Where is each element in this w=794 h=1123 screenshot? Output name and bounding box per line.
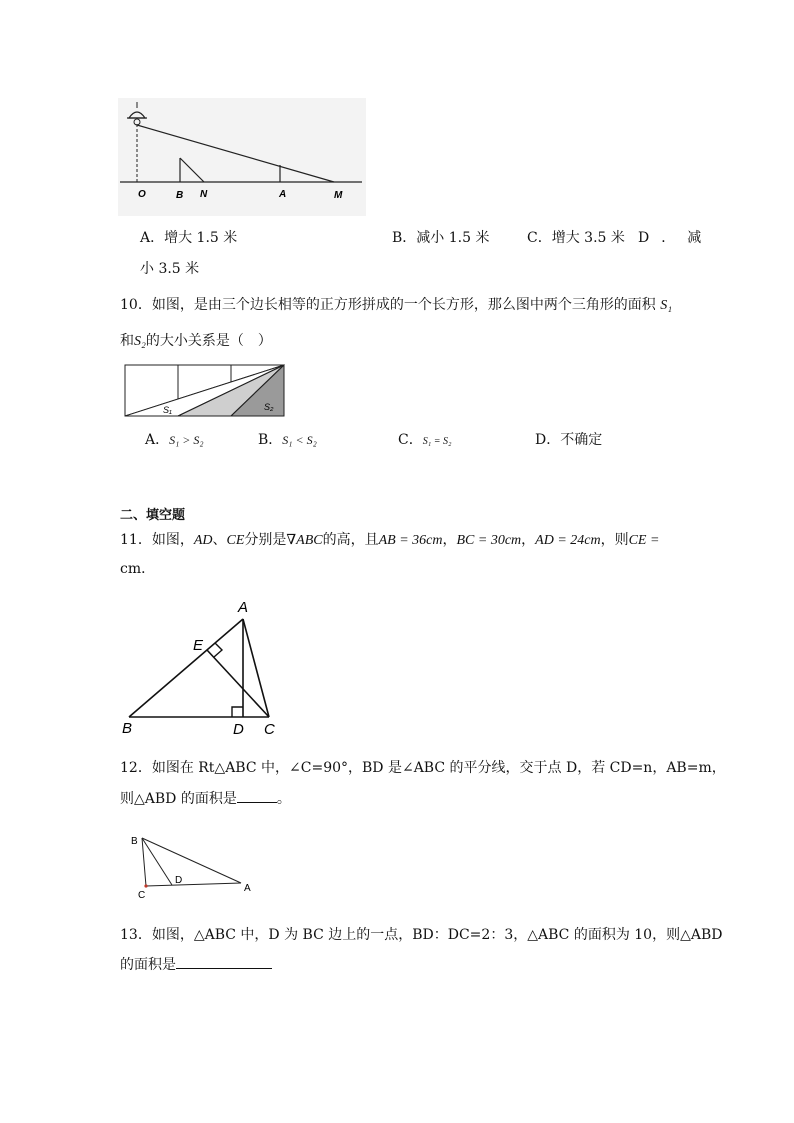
- label-c-rt: C: [138, 890, 146, 900]
- q9-option-b: B．减小 1.5 米: [392, 230, 490, 246]
- q10-option-b-label: B．: [258, 432, 283, 448]
- q12-stem-line1: 12．如图在 Rt△ABC 中，∠C=90°，BD 是∠ABC 的平分线，交于点 D，若 CD=n，AB=m，: [120, 760, 726, 776]
- q12-stem-line2: [120, 790, 291, 808]
- q13-stem-line2: [120, 956, 272, 974]
- q11-ad: AD: [193, 533, 213, 548]
- q9-option-wrap: 小 3.5 米: [140, 261, 200, 277]
- label-d-rt: D: [175, 875, 183, 886]
- squares-rectangle-figure: [124, 364, 286, 418]
- q11-then: 则: [614, 532, 629, 548]
- label-s2: S₂: [264, 402, 274, 412]
- label-o: O: [138, 189, 146, 200]
- q10-option-d: D．不确定: [535, 432, 603, 448]
- q10-option-c-math: S₁ = S₂: [422, 436, 452, 447]
- side-ab: [129, 619, 243, 717]
- label-a-tri: A: [238, 599, 249, 616]
- right-angle-d: [232, 707, 243, 717]
- q10-stem-line2: [120, 332, 272, 351]
- label-m: M: [334, 190, 343, 201]
- q12-suffix: 。: [276, 791, 291, 807]
- q9-option-c: C．增大 3.5 米: [527, 230, 625, 246]
- q11-stem-line2: cm．: [120, 561, 156, 577]
- q9-option-d-text: D．减: [638, 230, 714, 246]
- q9-option-a: A．增大 1.5 米: [140, 230, 238, 246]
- q10-option-a-math: S₁ > S₂: [169, 433, 204, 447]
- section-title: 二、填空题: [120, 508, 186, 523]
- q12-answer-blank: [237, 790, 277, 803]
- q11-stem-line1: 11．如图，AD、CE分别是∇ABC的高，且AB = 36cm，BC = 30cm，AD = 24cm，则CE =: [120, 532, 660, 548]
- q10-question: 的大小关系是（ ）: [145, 333, 272, 349]
- q11-ce: CE: [226, 533, 245, 548]
- q10-option-c-label: C．: [398, 432, 423, 448]
- q11-triangle: ∇ABC: [286, 533, 323, 548]
- q13-prefix: 的面积是: [120, 957, 176, 973]
- q11-mid: 分别是: [244, 532, 287, 548]
- q11-ab: AB = 36cm: [378, 533, 443, 548]
- q11-of-alt: 的高，且: [322, 532, 379, 548]
- label-a-rt: A: [244, 883, 251, 894]
- q10-option-b-math: S₁ < S₂: [282, 433, 317, 447]
- q10-s1-symbol: S₁: [660, 298, 673, 313]
- q11-num: 11．如图，: [120, 532, 194, 548]
- lamp-shadow-figure: [118, 98, 366, 216]
- q9-option-d: [638, 229, 713, 247]
- q11-bc: BC = 30cm: [456, 533, 522, 548]
- q10-stem-line1: [120, 296, 672, 315]
- right-triangle-bisector-figure: [126, 828, 258, 900]
- right-angle-e: [214, 643, 222, 657]
- label-b-rt: B: [131, 836, 138, 847]
- q11-ad-value: AD = 24cm: [535, 533, 601, 548]
- q11-sep: 、: [212, 532, 227, 548]
- q13-stem-line1: 13．如图，△ABC 中，D 为 BC 边上的一点，BD：DC=2：3，△ABC 的面积为 10，则△ABD: [120, 927, 723, 943]
- q11-ce-eq: CE =: [628, 533, 660, 548]
- label-n: N: [200, 189, 208, 200]
- q10-stem-text: 10．如图，是由三个边长相等的正方形拼成的一个长方形，那么图中两个三角形的面积: [120, 297, 656, 313]
- q10-option-c: [398, 431, 451, 451]
- q10-and: 和: [120, 333, 134, 349]
- q10-option-b: [258, 431, 317, 449]
- label-d: D: [233, 721, 244, 738]
- q10-option-a: [145, 431, 204, 449]
- label-e: E: [193, 637, 204, 654]
- label-a: A: [279, 189, 287, 200]
- q10-s2-symbol: S₂: [134, 334, 146, 349]
- label-s1: S₁: [163, 405, 172, 415]
- label-b: B: [176, 190, 184, 201]
- label-b-tri: B: [122, 720, 133, 737]
- q12-prefix: 则△ABD 的面积是: [120, 791, 237, 807]
- q13-answer-blank: [176, 956, 272, 969]
- triangle-altitudes-figure: [118, 596, 286, 740]
- label-c-tri: C: [264, 721, 275, 738]
- q10-option-a-label: A．: [145, 432, 170, 448]
